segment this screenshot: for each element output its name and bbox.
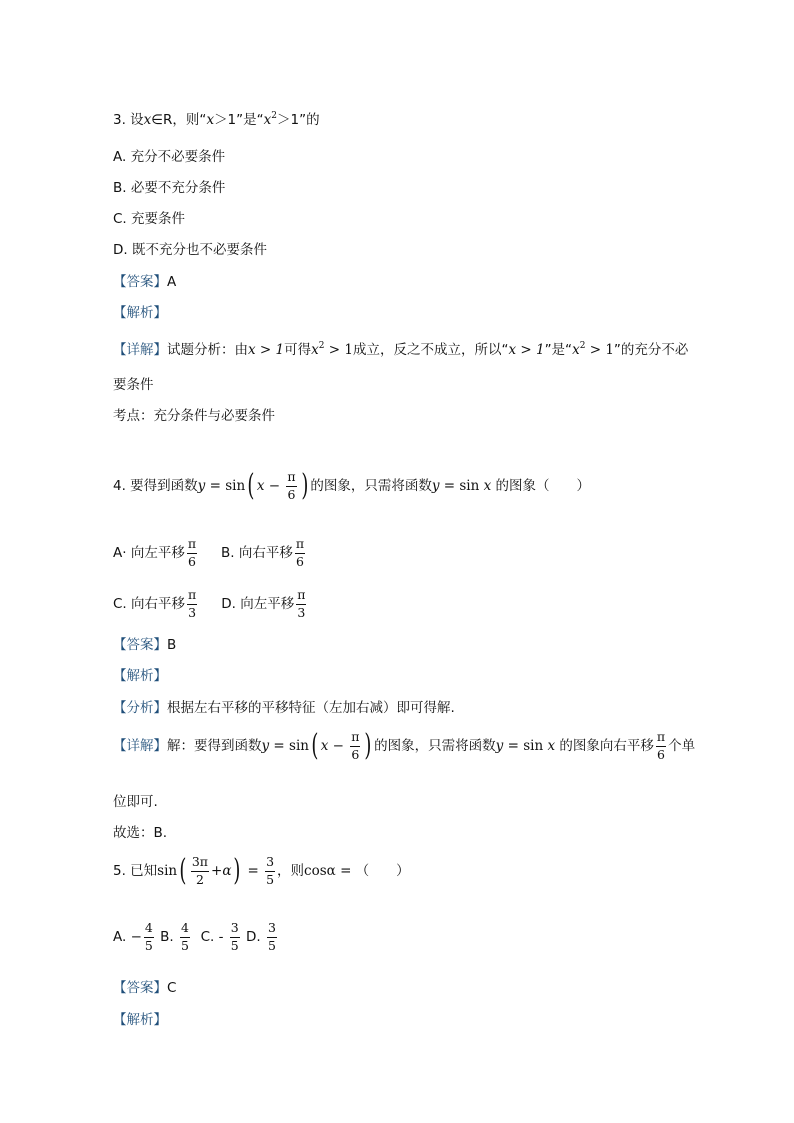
q5-stem: 5. 已知sin( $\frac{3\pi}{2}$ +α) = $\frac{3}{5}$ ，则cosα = （ ） xyxy=(113,853,410,888)
q5-answer: 【答案】C xyxy=(113,980,177,996)
q3-option-b: B. 必要不充分条件 xyxy=(113,180,226,196)
q3-detail: 【详解】试题分析：由x > 1可得$x^2 > 1$成立，反之不成立，所以“x > 1”是“$x^2 > 1$”的充分不必 xyxy=(113,341,689,358)
fraction-pi-6: $\frac{\pi}{6}$ xyxy=(287,469,296,502)
q3-answer: 【答案】A xyxy=(113,274,177,290)
answer-label: 【答案】 xyxy=(113,274,167,290)
q3-analysis-label: 【解析】 xyxy=(113,305,167,321)
q3-kaodian: 考点：充分条件与必要条件 xyxy=(113,408,275,424)
q4-choose: 故选：B. xyxy=(113,825,168,841)
q4-analysis-label: 【解析】 xyxy=(113,668,167,684)
q4-detail: 【详解】解：要得到函数y = sin( x − $\frac{\pi}{6}$ ) 的图象，只需将函数y = sin x 的图象向右平移 $\frac{\pi}{6}$ 个单 xyxy=(113,728,696,763)
q3-detail-cont: 要条件 xyxy=(113,377,154,393)
q3-stem: 3. 设x∈R，则“x＞1”是“$x^2>1$”的 xyxy=(113,111,320,128)
q5-analysis-label: 【解析】 xyxy=(113,1012,167,1028)
q4-answer: 【答案】B xyxy=(113,637,177,653)
q3-option-c: C. 充要条件 xyxy=(113,211,186,227)
q4-options-row1: A· 向左平移 $\frac{\pi}{6}$ B. 向右平移 $\frac{\pi}{6}$ xyxy=(113,536,305,569)
q4-fenxi: 【分析】根据左右平移的平移特征（左加右减）即可得解. xyxy=(113,700,455,716)
q4-detail-cont: 位即可. xyxy=(113,794,158,810)
q5-options: A. − $\frac{4}{5}$ B. $\frac{4}{5}$ C. - $\frac{3}{5}$ D. $\frac{3}{5}$ xyxy=(113,920,276,953)
q3-option-d: D. 既不充分也不必要条件 xyxy=(113,242,267,258)
q4-stem: 4. 要得到函数y = sin( x − $\frac{\pi}{6}$ ) 的图象，只需将函数y = sin x 的图象（ ） xyxy=(113,468,591,503)
q4-options-row2: C. 向右平移 $\frac{\pi}{3}$ D. 向左平移 $\frac{\pi}{3}$ xyxy=(113,587,306,620)
q3-option-a: A. 充分不必要条件 xyxy=(113,149,226,165)
